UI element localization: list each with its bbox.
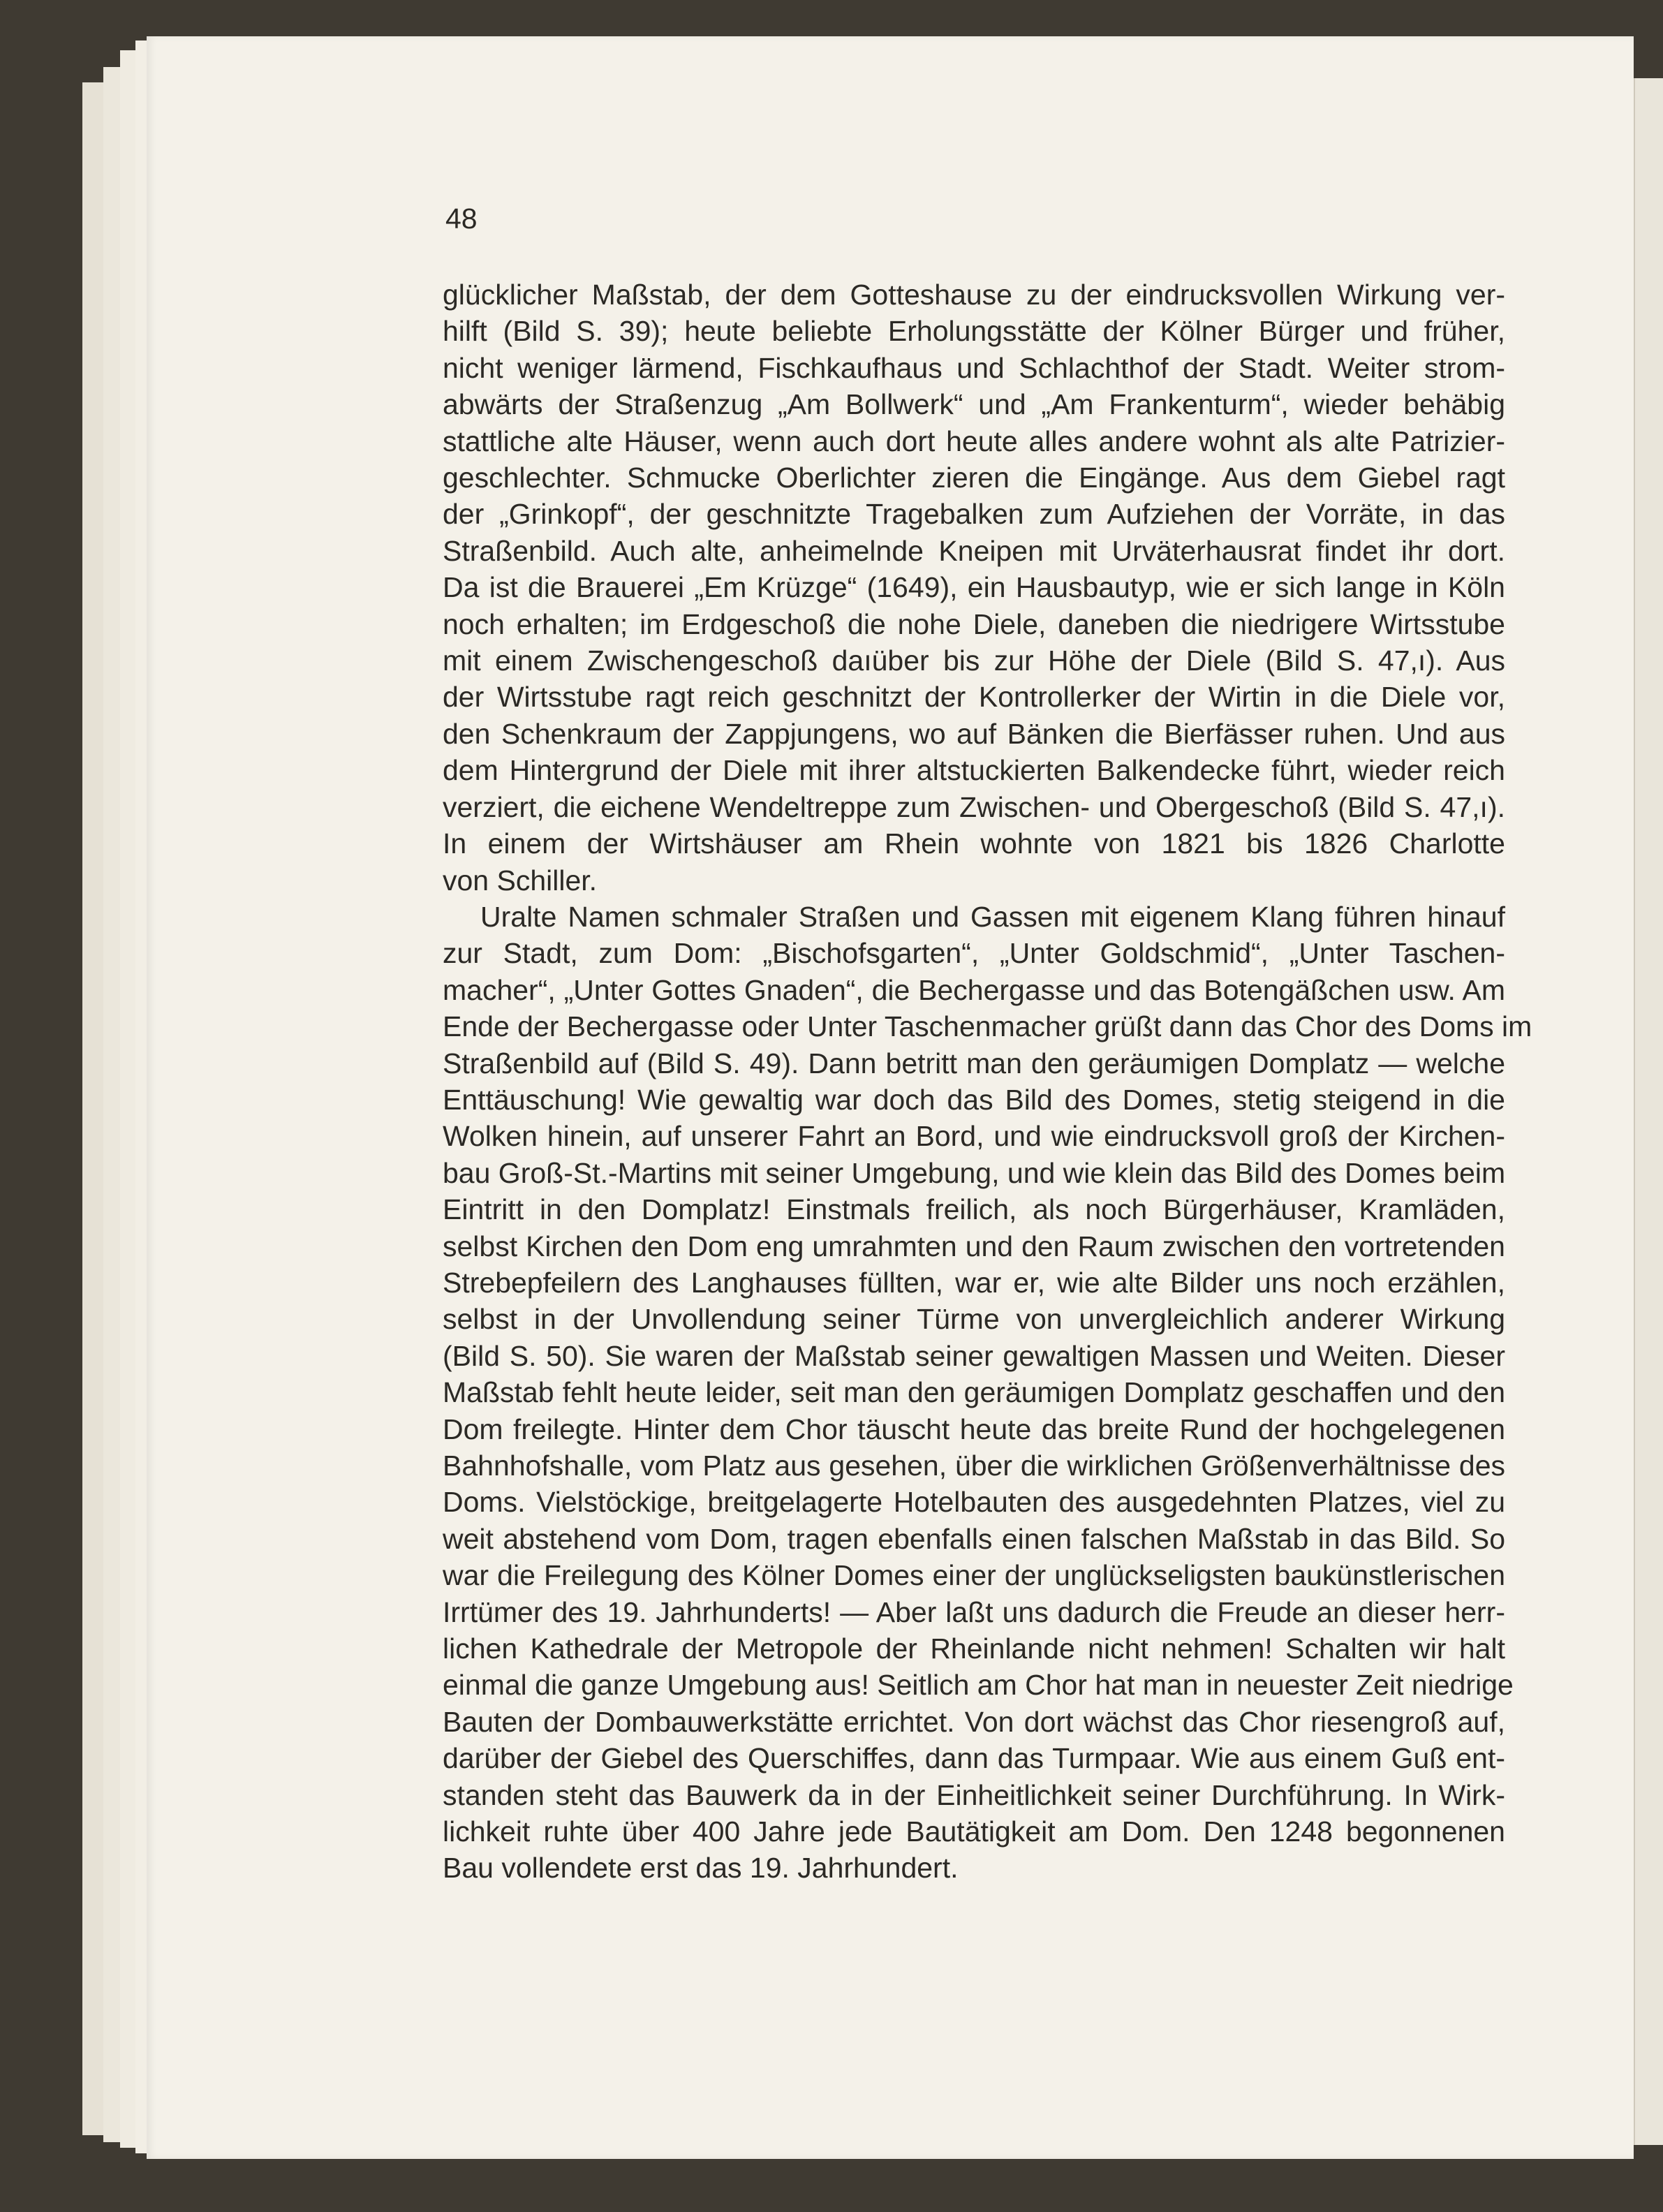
page-number: 48 xyxy=(445,202,478,235)
text-line: Enttäuschung! Wie gewaltig war doch das Bild des Domes, stetig steigend in die xyxy=(443,1083,1505,1116)
text-line: Strebepfeilern des Langhauses füllten, war er, wie alte Bilder uns noch erzählen, xyxy=(443,1266,1505,1299)
text-line: von Schiller. xyxy=(443,864,598,897)
text-line: Eintritt in den Domplatz! Einstmals freilich, als noch Bürgerhäuser, Kramläden, xyxy=(443,1193,1505,1226)
text-line: Straßenbild auf (Bild S. 49). Dann betritt man den geräumigen Domplatz — welche xyxy=(443,1047,1505,1079)
text-line: Dom freilegte. Hinter dem Chor täuscht heute das breite Rund der hochgelegenen xyxy=(443,1413,1505,1445)
text-line: Bahnhofshalle, vom Platz aus gesehen, über die wirklichen Größenverhältnisse des xyxy=(443,1450,1505,1482)
text-line: macher“, „Unter Gottes Gnaden“, die Bechergasse und das Botengäßchen usw. Am xyxy=(443,973,1505,1006)
text-line: der „Grinkopf“, der geschnitzte Tragebalken zum Aufziehen der Vorräte, in das xyxy=(443,498,1505,531)
text-line: lichen Kathedrale der Metropole der Rheinlande nicht nehmen! Schalten wir halt xyxy=(443,1632,1505,1665)
text-line: Da ist die Brauerei „Em Krüzge“ (1649), ein Hausbautyp, wie er sich lange in Köln xyxy=(443,571,1505,604)
text-line: zur Stadt, zum Dom: „Bischofsgarten“, „Unter Goldschmid“, „Unter Taschen- xyxy=(443,937,1505,970)
text-line: hilft (Bild S. 39); heute beliebte Erholungsstätte der Kölner Bürger und früher, xyxy=(443,315,1505,348)
text-line: einmal die ganze Umgebung aus! Seitlich am Chor hat man in neuester Zeit niedrige xyxy=(443,1669,1514,1702)
text-line: bau Groß-St.-Martins mit seiner Umgebung, und wie klein das Bild des Domes beim xyxy=(443,1156,1506,1189)
text-line: selbst in der Unvollendung seiner Türme von unvergleichlich anderer Wirkung xyxy=(443,1303,1505,1336)
text-line: abwärts der Straßenzug „Am Bollwerk“ und „Am Frankenturm“, wieder behäbig xyxy=(443,388,1505,421)
body-text xyxy=(443,276,1532,1887)
text-line: verziert, die eichene Wendeltreppe zum Zwischen- und Obergeschoß (Bild S. 47,ı). xyxy=(443,790,1505,823)
text-line: glücklicher Maßstab, der dem Gotteshause zu der eindrucksvollen Wirkung ver- xyxy=(443,279,1505,311)
text-line: Straßenbild. Auch alte, anheimelnde Kneipen mit Urväterhausrat findet ihr dort. xyxy=(443,534,1505,567)
text-line: dem Hintergrund der Diele mit ihrer altstuckierten Balkendecke führt, wieder reich xyxy=(443,754,1505,787)
text-line: Wolken hinein, auf unserer Fahrt an Bord, und wie eindrucksvoll groß der Kirchen- xyxy=(443,1120,1505,1153)
text-line: darüber der Giebel des Querschiffes, dann das Turmpaar. Wie aus einem Guß ent- xyxy=(443,1742,1505,1775)
text-line: noch erhalten; im Erdgeschoß die nohe Diele, daneben die niedrigere Wirtsstube xyxy=(443,607,1505,640)
text-line: Maßstab fehlt heute leider, seit man den geräumigen Domplatz geschaffen und den xyxy=(443,1376,1505,1409)
text-line: stattliche alte Häuser, wenn auch dort heute alles andere wohnt als alte Patrizier- xyxy=(443,425,1505,457)
text-line: war die Freilegung des Kölner Domes einer der unglückseligsten baukünstlerischen xyxy=(443,1559,1505,1592)
text-line: Uralte Namen schmaler Straßen und Gassen mit eigenem Klang führen hinauf xyxy=(480,900,1505,933)
text-line: Bau vollendete erst das 19. Jahrhundert. xyxy=(443,1852,959,1885)
text-line: geschlechter. Schmucke Oberlichter zieren die Eingänge. Aus dem Giebel ragt xyxy=(443,462,1505,494)
text-line: den Schenkraum der Zappjungens, wo auf Bänken die Bierfässer ruhen. Und aus xyxy=(443,717,1505,750)
text-line: (Bild S. 50). Sie waren der Maßstab seiner gewaltigen Massen und Weiten. Dieser xyxy=(443,1339,1505,1372)
text-line: nicht weniger lärmend, Fischkaufhaus und Schlachthof der Stadt. Weiter strom- xyxy=(443,351,1505,384)
text-line: In einem der Wirtshäuser am Rhein wohnte von 1821 bis 1826 Charlotte xyxy=(443,827,1505,860)
paragraph xyxy=(443,899,1532,1887)
facing-page-edge xyxy=(1634,78,1663,2145)
text-line: mit einem Zwischengeschoß daıüber bis zur Höhe der Diele (Bild S. 47,ı). Aus xyxy=(443,644,1505,677)
text-line: Bauten der Dombauwerkstätte errichtet. Von dort wächst das Chor riesengroß auf, xyxy=(443,1705,1505,1738)
text-line: lichkeit ruhte über 400 Jahre jede Bautätigkeit am Dom. Den 1248 begonnenen xyxy=(443,1815,1505,1848)
text-line: Doms. Vielstöckige, breitgelagerte Hotelbauten des ausgedehnten Platzes, viel zu xyxy=(443,1486,1505,1519)
text-line: standen steht das Bauwerk da in der Einheitlichkeit seiner Durchführung. In Wirk- xyxy=(443,1778,1505,1811)
text-line: selbst Kirchen den Dom eng umrahmten und den Raum zwischen den vortretenden xyxy=(443,1230,1505,1262)
paragraph xyxy=(443,276,1505,899)
text-line: Ende der Bechergasse oder Unter Taschenmacher grüßt dann das Chor des Doms im xyxy=(443,1010,1532,1043)
text-line: der Wirtsstube ragt reich geschnitzt der Kontrollerker der Wirtin in die Diele vor, xyxy=(443,681,1505,714)
text-line: Irrtümer des 19. Jahrhunderts! — Aber laßt uns dadurch die Freude an dieser herr- xyxy=(443,1595,1505,1628)
text-line: weit abstehend vom Dom, tragen ebenfalls einen falschen Maßstab in das Bild. So xyxy=(443,1522,1505,1555)
